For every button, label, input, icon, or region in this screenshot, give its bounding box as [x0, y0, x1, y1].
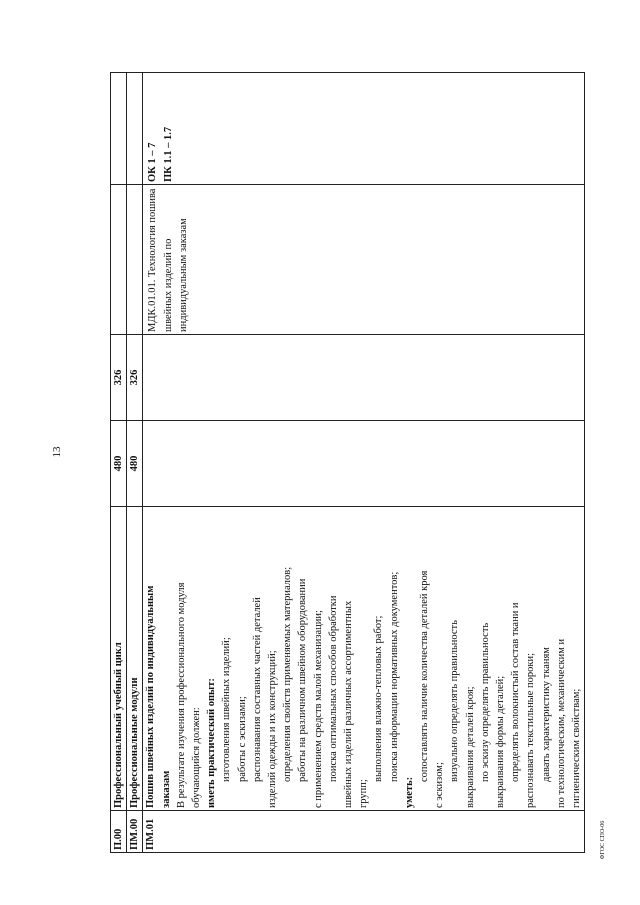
- pm01-code: ПМ.01: [143, 811, 585, 853]
- table-row-pm01: [143, 73, 585, 853]
- modules-obligatory-load: 326: [127, 335, 143, 421]
- pm01-requirement-line: швейных изделий различных ассортиментных: [343, 600, 355, 808]
- pm01-requirement-line: визуально определять правильность: [449, 620, 461, 782]
- modules-mdk-cell: [127, 185, 143, 335]
- pm01-requirement-line: групп;: [358, 779, 370, 808]
- pm01-requirements-list: [174, 509, 584, 808]
- pm01-requirement-line: с эскизом;: [434, 762, 446, 808]
- pm01-title-line2: заказам: [160, 770, 172, 808]
- page-number: 13: [51, 446, 63, 458]
- pm01-requirement-line: по технологическим, механическим и: [555, 638, 567, 808]
- pm01-requirement-line: поиска информации нормативных документов;: [388, 571, 400, 782]
- modules-competence-cell: [127, 73, 143, 185]
- cycle-code: П.00: [111, 811, 127, 853]
- table-row-cycle: [111, 73, 127, 853]
- pm01-requirement-line: изготовления швейных изделий;: [221, 637, 233, 782]
- cycle-competence-cell: [111, 73, 127, 185]
- footer-label: ФГОС СПО-06: [600, 820, 606, 860]
- pm01-competences: [143, 73, 585, 185]
- pm01-competences-pk: ПК 1.1 – 1.7: [162, 126, 174, 182]
- modules-max-load: 480: [127, 421, 143, 507]
- pm01-requirement-line: определять волокнистый состав ткани и: [510, 602, 522, 782]
- cycle-mdk-cell: [111, 185, 127, 335]
- pm01-requirement-line: сопоставлять наличие количества деталей кроя: [419, 570, 431, 782]
- pm01-requirement-line: по эскизу определять правильность: [479, 622, 491, 782]
- pm01-requirement-line: поиска оптимальных способов обработки: [327, 595, 339, 782]
- pm01-mdk: МДК.01.01. Технология пошива швейных изделий по индивидуальным заказам: [143, 185, 585, 335]
- pm01-requirement-line: гигиеническим свойствам;: [571, 688, 583, 808]
- pm01-title-line1: Пошив швейных изделий по индивидуальным: [145, 585, 157, 808]
- cycle-obligatory-load: 326: [111, 335, 127, 421]
- pm01-max-cell: [143, 421, 585, 507]
- pm01-requirement-line: работы на различном швейном оборудовании: [297, 578, 309, 782]
- cycle-name: Профессиональный учебный цикл: [111, 507, 127, 811]
- pm01-requirement-line: выкраивания формы деталей;: [495, 675, 507, 808]
- pm01-requirement-line: давать характеристику тканям: [540, 647, 552, 782]
- pm01-requirement-line: распознавать текстильные пороки;: [525, 652, 537, 808]
- pm01-requirement-line: выполнения влажно-тепловых работ;: [373, 615, 385, 782]
- curriculum-table-rotated: [110, 73, 604, 853]
- modules-name: Профессиональные модули: [127, 507, 143, 811]
- pm01-requirement-line: иметь практический опыт:: [206, 678, 218, 808]
- table-row-modules: [127, 73, 143, 853]
- curriculum-table: [110, 72, 585, 853]
- pm01-requirement-line: распознавания составных частей деталей: [251, 597, 263, 782]
- pm01-requirement-line: с применением средств малой механизации;: [312, 610, 324, 808]
- pm01-obl-cell: [143, 335, 585, 421]
- pm01-requirement-line: уметь:: [403, 776, 415, 808]
- pm01-requirement-line: В результате изучения профессионального модуля: [175, 582, 187, 808]
- pm01-content: [143, 507, 585, 811]
- pm01-requirement-line: выкраивания деталей кроя;: [464, 686, 476, 808]
- cycle-max-load: 480: [111, 421, 127, 507]
- pm01-requirement-line: работы с эскизами;: [236, 696, 248, 782]
- pm01-competences-ok: ОК 1 – 7: [147, 142, 159, 182]
- pm01-requirement-line: обучающийся должен:: [191, 707, 203, 808]
- pm01-requirement-line: изделий одежды и их конструкций;: [267, 650, 279, 808]
- modules-code: ПМ.00: [127, 811, 143, 853]
- pm01-requirement-line: определения свойств применяемых материалов;: [282, 566, 294, 782]
